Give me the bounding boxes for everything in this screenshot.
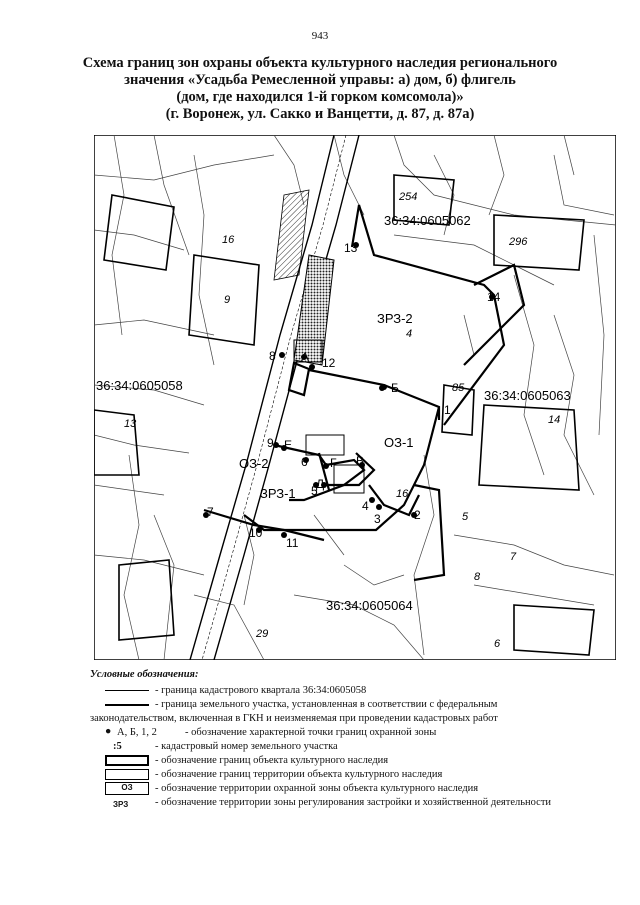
legend bbox=[90, 668, 630, 810]
point-4 bbox=[369, 497, 375, 503]
quarter-label-0605062: 36:34:0605062 bbox=[384, 213, 471, 228]
legend-text-zrz: - обозначение территории зоны регулирования застройки и хозяйственной деятельности bbox=[155, 797, 552, 808]
parcel-number: 5 bbox=[462, 511, 469, 523]
parcel-number: 16 bbox=[222, 234, 235, 246]
title-line-4: (г. Воронеж, ул. Сакко и Ванцетти, д. 87, д. 87а) bbox=[165, 106, 475, 122]
legend-symbol-zrz: ЗРЗ bbox=[113, 800, 129, 809]
legend-row-parcel bbox=[90, 698, 630, 712]
point-label: 4 bbox=[362, 499, 369, 513]
page-title bbox=[60, 55, 580, 123]
point-label: Г bbox=[330, 456, 337, 470]
legend-heading: Условные обозначения: bbox=[90, 669, 199, 680]
legend-row-zrz bbox=[90, 796, 630, 810]
point-label: 3 bbox=[374, 512, 381, 526]
point-label: В bbox=[356, 454, 365, 468]
legend-row-cadnum bbox=[90, 740, 630, 754]
point-label: 11 bbox=[286, 536, 299, 550]
point-12 bbox=[309, 364, 315, 370]
title-line-2: значения «Усадьба Ремесленной управы: а) дом, б) флигель bbox=[124, 72, 516, 88]
legend-row-points: ● А, Б, 1, 2 - обозначение характерной точки границ охранной зоны bbox=[105, 726, 437, 738]
point-8 bbox=[279, 352, 285, 358]
point-label: 10 bbox=[249, 526, 263, 540]
point-label: Д bbox=[316, 477, 325, 491]
zone-label-zrz-1: ЗРЗ-1 bbox=[260, 486, 296, 501]
point-label: 7 bbox=[207, 505, 214, 519]
legend-text-points: - обозначение характерной точки границ охранной зоны bbox=[185, 727, 437, 738]
parcel-number: 296 bbox=[509, 236, 528, 248]
zone-label-oz-1: ОЗ-1 bbox=[384, 435, 414, 450]
point-label: 5 bbox=[311, 484, 318, 498]
point-label: 6 bbox=[301, 455, 308, 469]
legend-symbol-points: А, Б, 1, 2 bbox=[117, 727, 157, 738]
point-label: 8 bbox=[269, 349, 276, 363]
quarter-label-0605063: 36:34:0605063 bbox=[484, 388, 571, 403]
parcel-number: 8 bbox=[474, 571, 481, 583]
legend-row-parcel-cont bbox=[90, 712, 630, 726]
point-B bbox=[379, 385, 385, 391]
legend-text-parcel-cont: законодательством, включенная в ГКН и неизменяемая при проведении кадастровых работ bbox=[90, 713, 498, 724]
parcel-number: 4 bbox=[406, 328, 413, 340]
page-number: 943 bbox=[311, 30, 329, 42]
parcel-number: 13 bbox=[124, 418, 137, 430]
point-label: Е bbox=[284, 438, 293, 452]
legend-text-territory: - обозначение границ территории объекта культурного наследия bbox=[155, 769, 443, 780]
title-line-1: Схема границ зон охраны объекта культурного наследия регионального bbox=[82, 55, 558, 71]
point-G bbox=[323, 463, 329, 469]
legend-text-oz: - обозначение территории охранной зоны объекта культурного наследия bbox=[155, 783, 479, 794]
point-label: 13 bbox=[344, 241, 358, 255]
parcel-number: 7 bbox=[510, 551, 517, 563]
point-label: 12 bbox=[322, 356, 336, 370]
zone-label-zrz-2: ЗРЗ-2 bbox=[377, 311, 413, 326]
legend-symbol-cadnum: :5 bbox=[113, 741, 122, 752]
point-label: 1 bbox=[444, 403, 451, 417]
legend-row-object bbox=[90, 754, 630, 768]
legend-symbol-oz: ОЗ bbox=[105, 782, 149, 795]
legend-row-territory bbox=[90, 768, 630, 782]
parcel-number: 14 bbox=[548, 414, 561, 426]
parcel-number: 29 bbox=[256, 628, 269, 640]
point-9 bbox=[273, 442, 279, 448]
legend-row-quarter bbox=[90, 684, 630, 698]
point-label: 14 bbox=[487, 290, 501, 304]
legend-text-quarter: - граница кадастрового квартала 36:34:0605058 bbox=[155, 685, 367, 696]
legend-text-parcel: - граница земельного участка, установленная в соответствии с федеральным bbox=[155, 699, 498, 710]
point-label: Б bbox=[391, 381, 399, 395]
title-line-3: (дом, где находился 1-й горком комсомола)» bbox=[176, 89, 464, 105]
zone-label-oz-2: ОЗ-2 bbox=[239, 456, 269, 471]
legend-text-object: - обозначение границ объекта культурного наследия bbox=[155, 755, 389, 766]
point-label: 9 bbox=[267, 436, 274, 450]
legend-row-oz bbox=[90, 782, 630, 796]
point-3 bbox=[376, 504, 382, 510]
parcel-number: 85 bbox=[452, 382, 465, 394]
point-label: А bbox=[301, 350, 310, 364]
cadastral-map bbox=[94, 135, 616, 660]
parcel-number: 16 bbox=[396, 488, 409, 500]
quarter-label-0605064: 36:34:0605064 bbox=[326, 598, 413, 613]
parcel-number: 9 bbox=[224, 294, 231, 306]
legend-text-cadnum: - кадастровый номер земельного участка bbox=[155, 741, 338, 752]
quarter-label-0605058: 36:34:0605058 bbox=[96, 378, 183, 393]
parcel-number: 254 bbox=[399, 191, 418, 203]
parcel-number: 6 bbox=[494, 638, 501, 650]
point-label: 2 bbox=[414, 508, 421, 522]
